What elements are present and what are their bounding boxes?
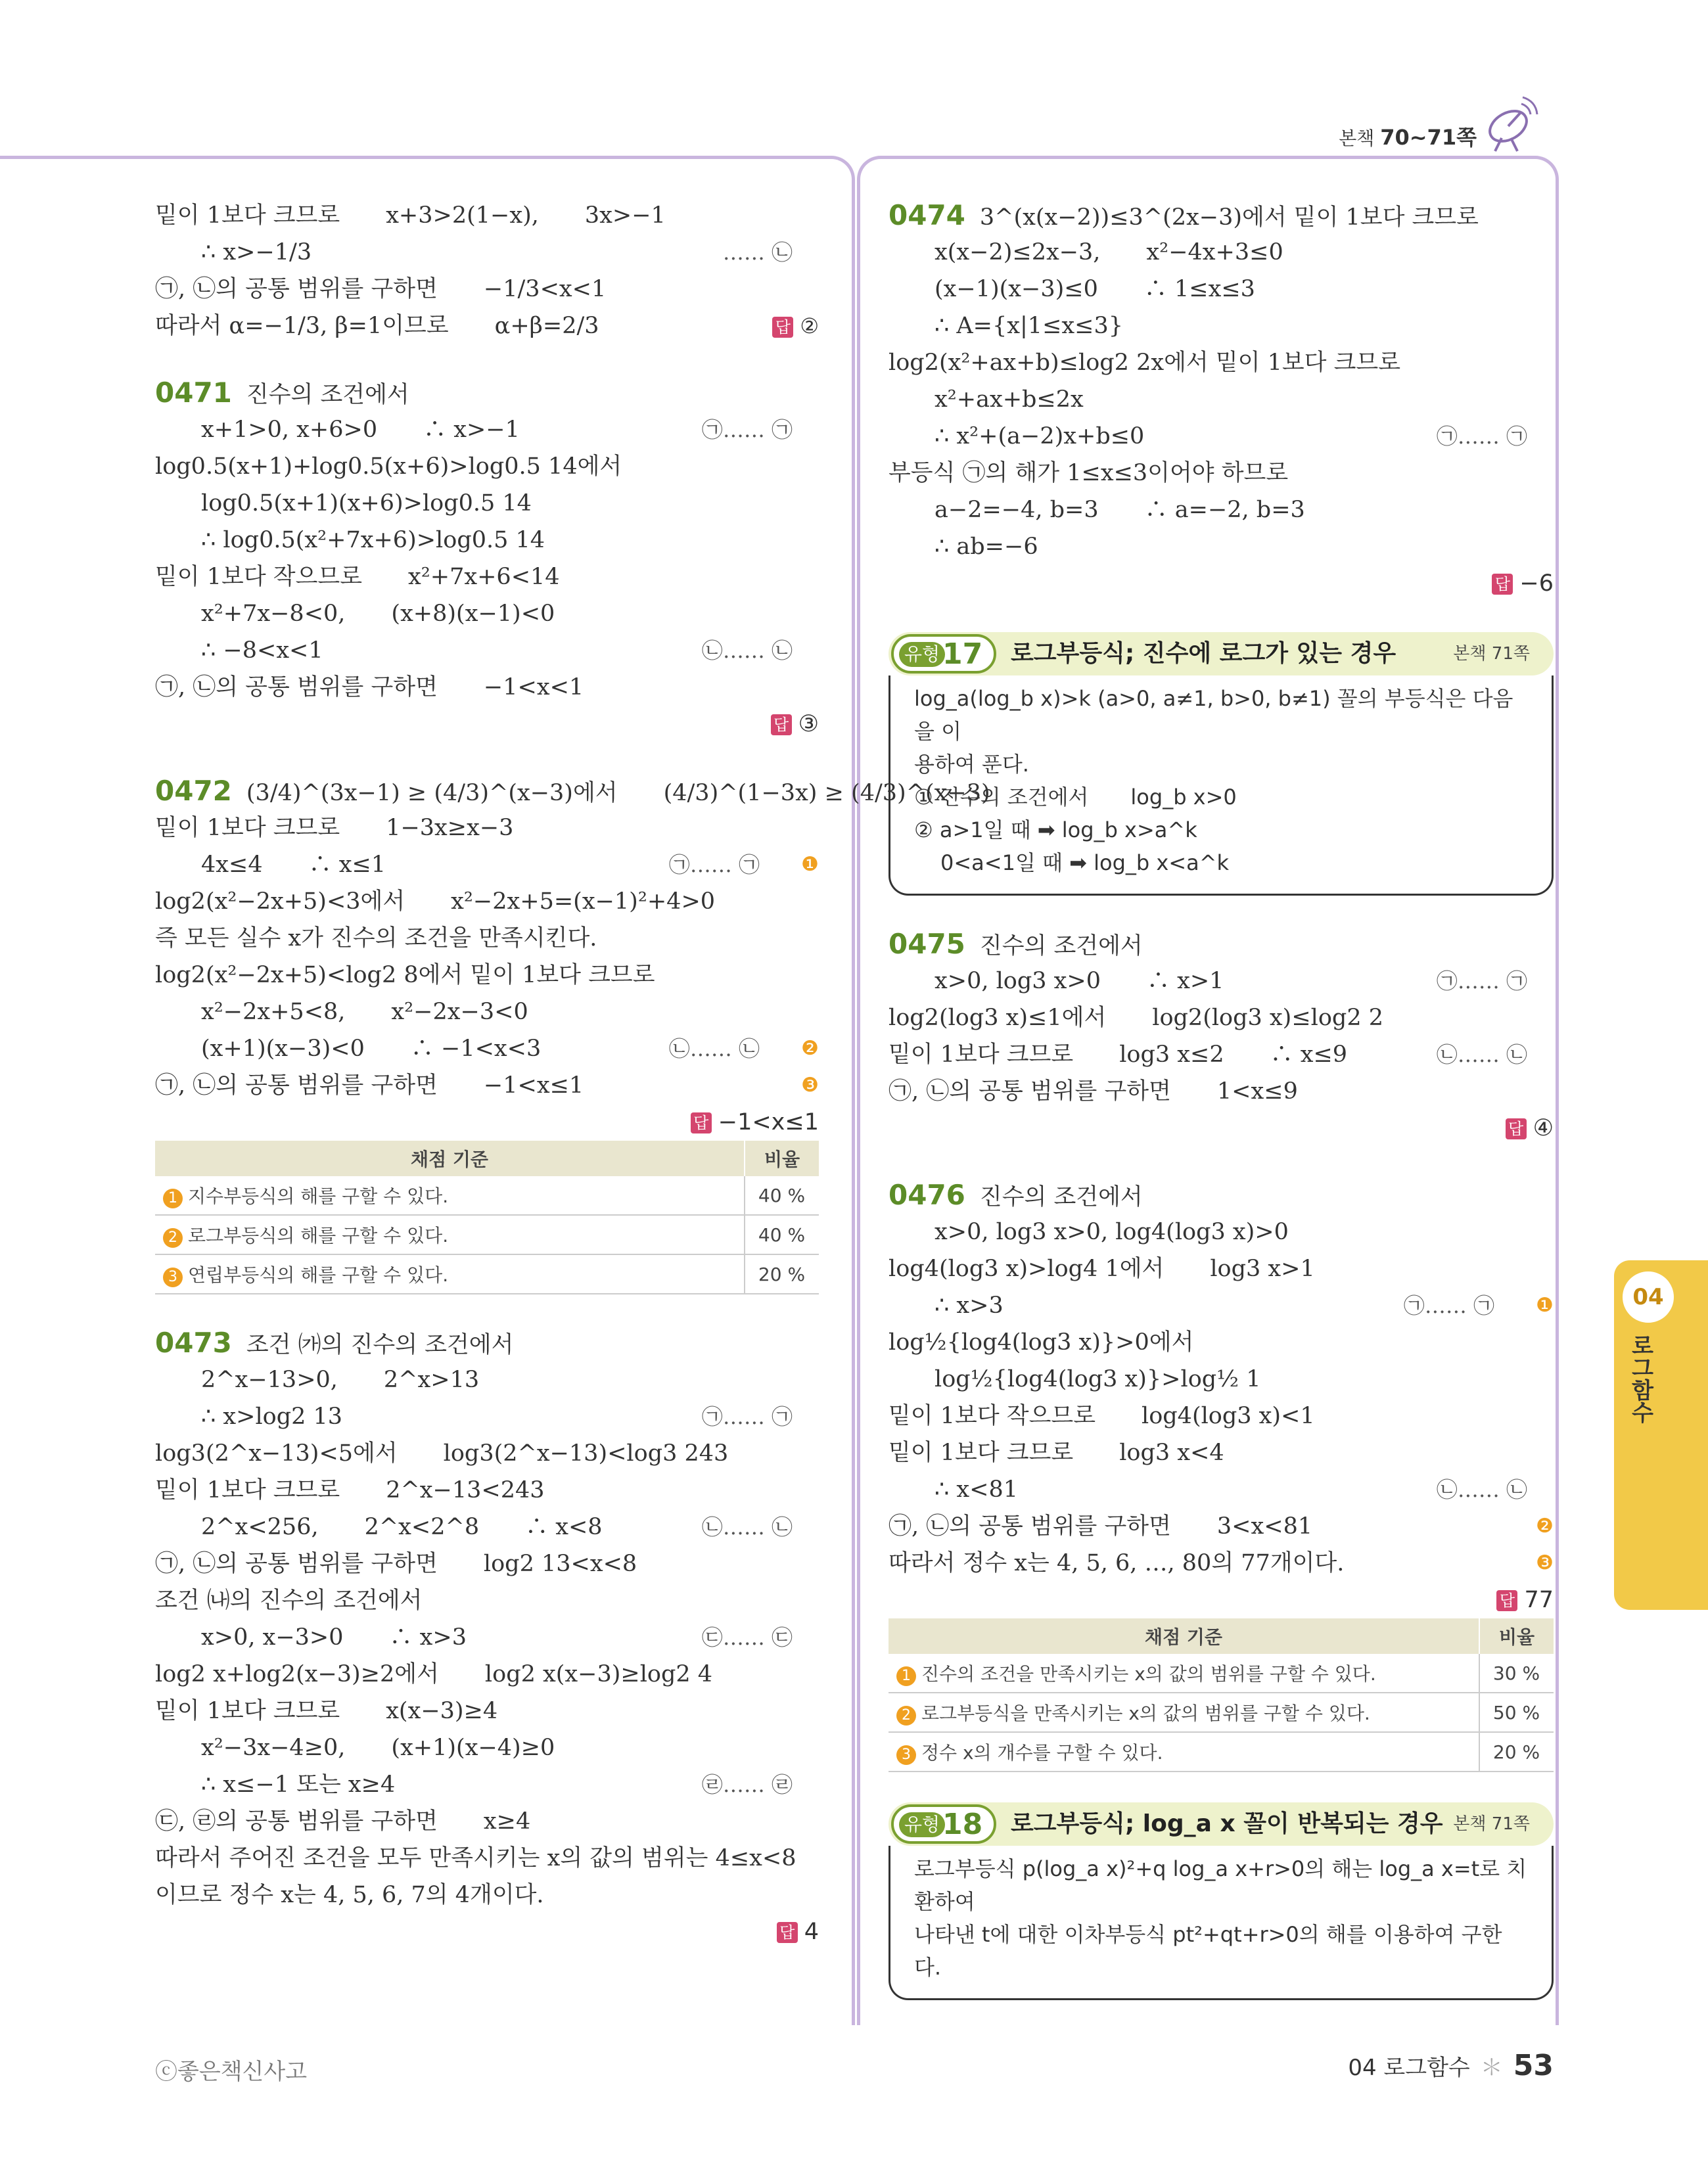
criteria-text: 연립부등식의 해를 구할 수 있다. xyxy=(188,1264,449,1286)
line-text: 이므로 정수 x는 4, 5, 6, 7의 4개이다. xyxy=(155,1882,544,1908)
solution-line xyxy=(155,1067,819,1104)
line-text: ∴ x²+(a−2)x+b≤0 xyxy=(935,423,1145,449)
condition-label: ㉠…… ㉠ xyxy=(1436,969,1527,994)
line-text: 부등식 ㉠의 해가 1≤x≤3이어야 하므로 xyxy=(889,460,1289,486)
line-text: 따라서 α=−1/3, β=1이므로 α+β=2/3 xyxy=(155,313,599,339)
line-text: ㉠, ㉡의 공통 범위를 구하면 log2 13<x<8 xyxy=(155,1551,637,1577)
answer-value: ④ xyxy=(1533,1115,1554,1141)
line-text: ㉠, ㉡의 공통 범위를 구하면 1<x≤9 xyxy=(889,1078,1298,1105)
step-number: 1 xyxy=(163,1189,183,1208)
condition-label: ㉠…… ㉠ xyxy=(1403,1293,1494,1318)
solution-line xyxy=(889,492,1554,528)
type-number: 17 xyxy=(942,637,983,671)
description-line: 용하여 푼다. xyxy=(914,752,1029,777)
solution-line xyxy=(155,957,819,994)
scoring-step-marker: ❷ xyxy=(1536,1515,1554,1538)
type-title: 로그부등식; 진수에 로그가 있는 경우 xyxy=(1011,640,1396,667)
solution-line xyxy=(889,234,1554,271)
scoring-row xyxy=(155,1254,819,1294)
answer-value: 4 xyxy=(804,1919,819,1945)
line-text: x(x−2)≤2x−3, x²−4x+3≤0 xyxy=(935,239,1283,265)
scoring-step-marker: ❶ xyxy=(801,853,819,876)
answer-badge: 답 xyxy=(1496,1590,1517,1611)
solution-0473 xyxy=(155,1325,819,1950)
chapter-number: 04 xyxy=(1619,1268,1677,1326)
line-text: ㉢, ㉣의 공통 범위를 구하면 x≥4 xyxy=(155,1808,531,1835)
scoring-criteria xyxy=(889,1693,1479,1732)
type-17-box xyxy=(889,632,1554,896)
solution-line xyxy=(889,1250,1554,1287)
solution-line xyxy=(155,883,819,920)
problem-header xyxy=(889,1177,1554,1214)
condition-label: ㉡…… ㉡ xyxy=(1436,1042,1527,1067)
solution-line xyxy=(155,1877,819,1913)
solution-line xyxy=(155,1766,819,1803)
answer-value: 77 xyxy=(1524,1587,1554,1613)
problem-number: 0473 xyxy=(155,1327,232,1359)
type-badge xyxy=(891,1804,996,1844)
scoring-step-marker: ❸ xyxy=(1536,1551,1554,1574)
solution-line xyxy=(155,197,819,234)
criteria-text: 진수의 조건을 만족시키는 x의 값의 범위를 구할 수 있다. xyxy=(921,1663,1376,1685)
problem-header xyxy=(155,773,990,810)
right-column xyxy=(889,197,1554,2000)
solution-line xyxy=(155,920,819,957)
answer xyxy=(889,565,1554,602)
problem-intro: 3^(x(x−2))≤3^(2x−3)에서 밑이 1보다 크므로 xyxy=(979,204,1479,231)
solution-line xyxy=(889,1324,1554,1361)
line-text: (x−1)(x−3)≤0 ∴ 1≤x≤3 xyxy=(935,276,1255,302)
condition-label: ㉠…… ㉠ xyxy=(701,1404,793,1429)
line-text: x+1>0, x+6>0 ∴ x>−1 xyxy=(201,417,520,443)
solution-line xyxy=(155,308,819,344)
condition-label: ㉡…… ㉡ xyxy=(701,1515,793,1540)
condition-label: ㉡…… ㉡ xyxy=(701,638,793,663)
step-number: 2 xyxy=(896,1706,916,1726)
solution-0470-continued xyxy=(155,197,819,344)
description-line: log_a(log_b x)>k (a>0, a≠1, b>0, b≠1) 꼴의 부등식은 다음을 이 xyxy=(914,686,1513,744)
condition-mark: ㉡ xyxy=(738,1036,760,1061)
scoring-criteria xyxy=(155,1215,745,1254)
type-book-ref: 본책 71쪽 xyxy=(1453,1814,1530,1834)
scoring-criteria xyxy=(889,1654,1479,1693)
solution-line xyxy=(889,1545,1554,1582)
line-text: ∴ A={x|1≤x≤3} xyxy=(935,313,1123,339)
line-text: ∴ x>log2 13 xyxy=(201,1404,343,1430)
step-number: 3 xyxy=(163,1268,183,1287)
line-text: 즉 모든 실수 x가 진수의 조건을 만족시킨다. xyxy=(155,925,597,951)
line-text: log0.5(x+1)(x+6)>log0.5 14 xyxy=(201,490,532,516)
line-text: 밑이 1보다 크므로 2^x−13<243 xyxy=(155,1477,545,1503)
scoring-step-marker: ❸ xyxy=(801,1074,819,1097)
line-text: 밑이 1보다 작으므로 x²+7x+6<14 xyxy=(155,564,560,590)
condition-label: ㉢…… ㉢ xyxy=(701,1625,793,1650)
problem-number: 0475 xyxy=(889,928,965,960)
answer-badge: 답 xyxy=(1506,1118,1527,1139)
condition-mark: ㉡ xyxy=(771,638,793,663)
line-text: 2^x<256, 2^x<2^8 ∴ x<8 xyxy=(201,1514,603,1540)
book-page-reference: 본책 70~71쪽 xyxy=(1339,125,1477,150)
scoring-step-marker: ❶ xyxy=(1536,1294,1554,1317)
line-text: 밑이 1보다 작으므로 log4(log3 x)<1 xyxy=(889,1403,1315,1429)
answer-badge: 답 xyxy=(777,1922,798,1943)
answer-value: −1<x≤1 xyxy=(718,1109,819,1135)
line-text: (x+1)(x−3)<0 ∴ −1<x<3 xyxy=(201,1036,542,1062)
line-text: ∴ x<81 xyxy=(935,1476,1018,1503)
line-text: ㉠, ㉡의 공통 범위를 구하면 −1/3<x<1 xyxy=(155,276,607,302)
satellite-dish-icon xyxy=(1482,92,1538,152)
problem-number: 0474 xyxy=(889,199,965,231)
solution-0474 xyxy=(889,197,1554,602)
line-text: ㉠, ㉡의 공통 범위를 구하면 −1<x<1 xyxy=(155,674,584,700)
line-text: log½{log4(log3 x)}>log½ 1 xyxy=(935,1366,1261,1392)
line-text: log0.5(x+1)+log0.5(x+6)>log0.5 14에서 xyxy=(155,453,622,480)
solution-line xyxy=(889,1361,1554,1398)
problem-header xyxy=(889,926,1554,963)
line-text: ㉠, ㉡의 공통 범위를 구하면 −1<x≤1 xyxy=(155,1072,584,1099)
solution-line xyxy=(155,1509,819,1545)
scoring-header-criteria: 채점 기준 xyxy=(155,1141,745,1176)
line-text: log½{log4(log3 x)}>0에서 xyxy=(889,1329,1194,1356)
problem-intro: 진수의 조건에서 xyxy=(979,1184,1143,1210)
type-badge xyxy=(891,634,996,674)
scoring-header-ratio: 비율 xyxy=(1479,1618,1554,1654)
type-title: 로그부등식; log_a x 꼴이 반복되는 경우 xyxy=(1011,1810,1443,1837)
description-line: ② a>1일 때 ➡ log_b x>a^k xyxy=(914,817,1197,842)
scoring-ratio: 30 % xyxy=(1479,1654,1554,1693)
type-header xyxy=(889,632,1554,675)
star-icon: ＊ xyxy=(1480,2055,1503,2081)
type-book-ref: 본책 71쪽 xyxy=(1453,644,1530,664)
solution-line xyxy=(155,1361,819,1398)
solution-line xyxy=(155,1840,819,1877)
type-18-box xyxy=(889,1802,1554,2000)
condition-mark: ㉠ xyxy=(1473,1293,1494,1318)
footer-chapter: 04 로그함수 xyxy=(1348,2055,1470,2081)
solution-line xyxy=(889,308,1554,344)
solution-line xyxy=(155,1030,819,1067)
line-text: 밑이 1보다 크므로 1−3x≥x−3 xyxy=(155,815,514,841)
scoring-ratio: 50 % xyxy=(1479,1693,1554,1732)
description-line: 로그부등식 p(log_a x)²+q log_a x+r>0의 해는 log_a x=t로 치환하여 xyxy=(914,1856,1527,1914)
scoring-ratio: 40 % xyxy=(745,1176,819,1215)
condition-label: ㉠…… ㉠ xyxy=(1436,424,1527,449)
solution-line xyxy=(889,999,1554,1036)
solution-line xyxy=(889,1287,1554,1324)
line-text: x²−3x−4≥0, (x+1)(x−4)≥0 xyxy=(201,1735,555,1761)
solution-line xyxy=(155,810,819,846)
scoring-step-marker: ❷ xyxy=(801,1037,819,1060)
condition-mark: ㉢ xyxy=(771,1625,793,1650)
solution-line xyxy=(155,1693,819,1729)
type-description xyxy=(889,1846,1554,2000)
scoring-row xyxy=(889,1654,1554,1693)
condition-mark: ㉡ xyxy=(1506,1477,1527,1502)
solution-line xyxy=(155,1729,819,1766)
solution-line xyxy=(889,1073,1554,1110)
condition-mark: ㉠ xyxy=(1506,424,1527,449)
scoring-header-criteria: 채점 기준 xyxy=(889,1618,1479,1654)
condition-mark: ㉡ xyxy=(1506,1042,1527,1067)
scoring-row xyxy=(155,1176,819,1215)
line-text: ∴ −8<x<1 xyxy=(201,637,323,664)
solution-line xyxy=(889,344,1554,381)
criteria-text: 정수 x의 개수를 구할 수 있다. xyxy=(921,1742,1163,1764)
scoring-ratio: 40 % xyxy=(745,1215,819,1254)
scoring-table xyxy=(889,1618,1554,1772)
problem-header xyxy=(155,375,819,411)
condition-label: ㉠…… ㉠ xyxy=(701,417,793,442)
solution-line xyxy=(889,418,1554,455)
page-number: 53 xyxy=(1513,2049,1554,2082)
condition-mark: ㉠ xyxy=(738,852,760,877)
condition-label: ㉠…… ㉠ xyxy=(668,852,760,877)
publisher-copyright: ⓒ좋은책신사고 xyxy=(155,2059,308,2085)
condition-label: …… ㉡ xyxy=(722,240,793,265)
answer-badge: 답 xyxy=(691,1112,712,1133)
condition-mark: ㉠ xyxy=(771,417,793,442)
type-number: 18 xyxy=(942,1808,983,1841)
problem-number: 0472 xyxy=(155,775,232,807)
scoring-row xyxy=(155,1215,819,1254)
step-number: 1 xyxy=(896,1666,916,1686)
answer-value: −6 xyxy=(1519,570,1554,597)
line-text: x>0, x−3>0 ∴ x>3 xyxy=(201,1624,467,1651)
condition-mark: ㉠ xyxy=(771,1404,793,1429)
scoring-table xyxy=(155,1141,819,1294)
line-text: ∴ log0.5(x²+7x+6)>log0.5 14 xyxy=(201,527,545,553)
solution-0476 xyxy=(889,1177,1554,1772)
line-text: 따라서 정수 x는 4, 5, 6, …, 80의 77개이다. xyxy=(889,1550,1345,1576)
line-text: log2(x²−2x+5)<3에서 x²−2x+5=(x−1)²+4>0 xyxy=(155,888,716,915)
step-number: 3 xyxy=(896,1745,916,1765)
solution-line xyxy=(155,1398,819,1435)
solution-line xyxy=(889,1471,1554,1508)
page-footer xyxy=(1348,2049,1554,2082)
scoring-criteria xyxy=(155,1254,745,1294)
line-text: ∴ ab=−6 xyxy=(935,534,1038,560)
solution-line xyxy=(155,1619,819,1656)
condition-mark: ㉠ xyxy=(1506,969,1527,994)
line-text: x>0, log3 x>0, log4(log3 x)>0 xyxy=(935,1219,1289,1245)
chapter-label: 로그함수 xyxy=(1627,1334,1653,1423)
description-line: 0<a<1일 때 ➡ log_b x<a^k xyxy=(940,850,1230,875)
answer xyxy=(155,1913,819,1950)
solution-line xyxy=(155,485,819,522)
line-text: a−2=−4, b=3 ∴ a=−2, b=3 xyxy=(935,497,1305,523)
criteria-text: 로그부등식을 만족시키는 x의 값의 범위를 구할 수 있다. xyxy=(921,1703,1370,1724)
solution-line xyxy=(155,271,819,308)
scoring-ratio: 20 % xyxy=(1479,1732,1554,1772)
solution-line xyxy=(155,234,819,271)
line-text: log2(x²+ax+b)≤log2 2x에서 밑이 1보다 크므로 xyxy=(889,350,1401,376)
answer xyxy=(155,706,819,743)
problem-intro: (3/4)^(3x−1) ≥ (4/3)^(x−3)에서 (4/3)^(1−3x) ≥ (4/3)^(x−3) xyxy=(246,780,990,806)
solution-0471 xyxy=(155,375,819,743)
scoring-criteria xyxy=(155,1176,745,1215)
scoring-row xyxy=(889,1732,1554,1772)
scoring-ratio: 20 % xyxy=(745,1254,819,1294)
answer xyxy=(889,1582,1554,1618)
condition-label: ㉡…… ㉡ xyxy=(1436,1477,1527,1502)
solution-line xyxy=(155,1435,819,1472)
line-text: ∴ x>−1/3 xyxy=(201,239,312,265)
line-text: 밑이 1보다 크므로 x(x−3)≥4 xyxy=(155,1698,498,1724)
solution-line xyxy=(889,381,1554,418)
solution-line xyxy=(155,1656,819,1693)
scoring-criteria xyxy=(889,1732,1479,1772)
condition-mark: ㉡ xyxy=(771,1515,793,1540)
solution-line xyxy=(889,1434,1554,1471)
description-line: 나타낸 t에 대한 이차부등식 pt²+qt+r>0의 해를 이용하여 구한다. xyxy=(914,1922,1502,1980)
answer xyxy=(889,1110,1554,1147)
problem-intro: 조건 ㈎의 진수의 조건에서 xyxy=(246,1332,514,1358)
line-text: log2 x+log2(x−3)≥2에서 log2 x(x−3)≥log2 4 xyxy=(155,1661,713,1687)
line-text: ∴ x≤−1 또는 x≥4 xyxy=(201,1772,396,1798)
problem-intro: 진수의 조건에서 xyxy=(979,933,1143,959)
problem-header xyxy=(889,197,1554,234)
condition-mark: ㉡ xyxy=(771,240,793,265)
solution-0475 xyxy=(889,926,1554,1147)
type-header xyxy=(889,1802,1554,1846)
line-text: ∴ x>3 xyxy=(935,1292,1004,1319)
condition-mark: ㉣ xyxy=(771,1772,793,1797)
solution-line xyxy=(155,448,819,485)
solution-line xyxy=(889,963,1554,999)
line-text: 밑이 1보다 크므로 log3 x<4 xyxy=(889,1440,1224,1466)
line-text: x²+7x−8<0, (x+8)(x−1)<0 xyxy=(201,601,555,627)
problem-number: 0471 xyxy=(155,377,232,409)
answer-0470: 답 ② xyxy=(155,308,819,344)
type-description xyxy=(889,675,1554,896)
answer-value: ③ xyxy=(798,711,819,737)
solution-line xyxy=(155,522,819,559)
line-text: x>0, log3 x>0 ∴ x>1 xyxy=(935,968,1224,994)
chapter-side-tab[interactable] xyxy=(1614,1260,1708,1610)
line-text: 따라서 주어진 조건을 모두 만족시키는 x의 값의 범위는 4≤x<8 xyxy=(155,1845,796,1871)
criteria-text: 지수부등식의 해를 구할 수 있다. xyxy=(188,1185,449,1207)
type-label: 유형 xyxy=(899,642,945,667)
problem-intro: 진수의 조건에서 xyxy=(246,382,409,408)
condition-label: ㉡…… ㉡ xyxy=(668,1036,760,1061)
condition-label: ㉣…… ㉣ xyxy=(701,1772,793,1797)
solution-line xyxy=(155,846,819,883)
solution-line xyxy=(155,994,819,1030)
criteria-text: 로그부등식의 해를 구할 수 있다. xyxy=(188,1225,449,1247)
step-number: 2 xyxy=(163,1228,183,1248)
line-text: 밑이 1보다 크므로 log3 x≤2 ∴ x≤9 xyxy=(889,1041,1348,1068)
line-text: x²−2x+5<8, x²−2x−3<0 xyxy=(201,999,528,1025)
line-text: 조건 ㈏의 진수의 조건에서 xyxy=(155,1588,423,1614)
answer-badge: 답 xyxy=(1492,574,1513,595)
problem-header xyxy=(155,1325,819,1361)
solution-line xyxy=(889,1508,1554,1545)
solution-line xyxy=(155,669,819,706)
solution-line xyxy=(155,1545,819,1582)
problem-number: 0476 xyxy=(889,1179,965,1211)
solution-line xyxy=(155,559,819,595)
line-text: log3(2^x−13)<5에서 log3(2^x−13)<log3 243 xyxy=(155,1440,729,1467)
solution-line xyxy=(889,1398,1554,1434)
line-text: 4x≤4 ∴ x≤1 xyxy=(201,852,386,878)
line-text: log2(log3 x)≤1에서 log2(log3 x)≤log2 2 xyxy=(889,1005,1383,1031)
scoring-header-ratio: 비율 xyxy=(745,1141,819,1176)
answer xyxy=(155,1104,819,1141)
solution-line xyxy=(889,1036,1554,1073)
solution-line xyxy=(155,1803,819,1840)
solution-line xyxy=(155,632,819,669)
solution-line xyxy=(889,271,1554,308)
solution-line xyxy=(155,1582,819,1619)
answer-badge: 답 xyxy=(771,714,792,735)
line-text: 2^x−13>0, 2^x>13 xyxy=(201,1367,480,1393)
solution-line xyxy=(155,595,819,632)
scoring-row xyxy=(889,1693,1554,1732)
solution-line xyxy=(889,455,1554,492)
solution-line xyxy=(889,1214,1554,1250)
line-text: 밑이 1보다 크므로 x+3>2(1−x), 3x>−1 xyxy=(155,202,666,229)
line-text: ㉠, ㉡의 공통 범위를 구하면 3<x<81 xyxy=(889,1513,1313,1540)
line-text: log2(x²−2x+5)<log2 8에서 밑이 1보다 크므로 xyxy=(155,962,655,988)
solution-line xyxy=(155,411,819,448)
line-text: x²+ax+b≤2x xyxy=(935,386,1084,413)
description-line: ① 진수의 조건에서 log_b x>0 xyxy=(914,785,1237,810)
solution-line xyxy=(889,528,1554,565)
type-label: 유형 xyxy=(899,1812,945,1837)
line-text: log4(log3 x)>log4 1에서 log3 x>1 xyxy=(889,1256,1315,1282)
solution-line xyxy=(155,1472,819,1509)
